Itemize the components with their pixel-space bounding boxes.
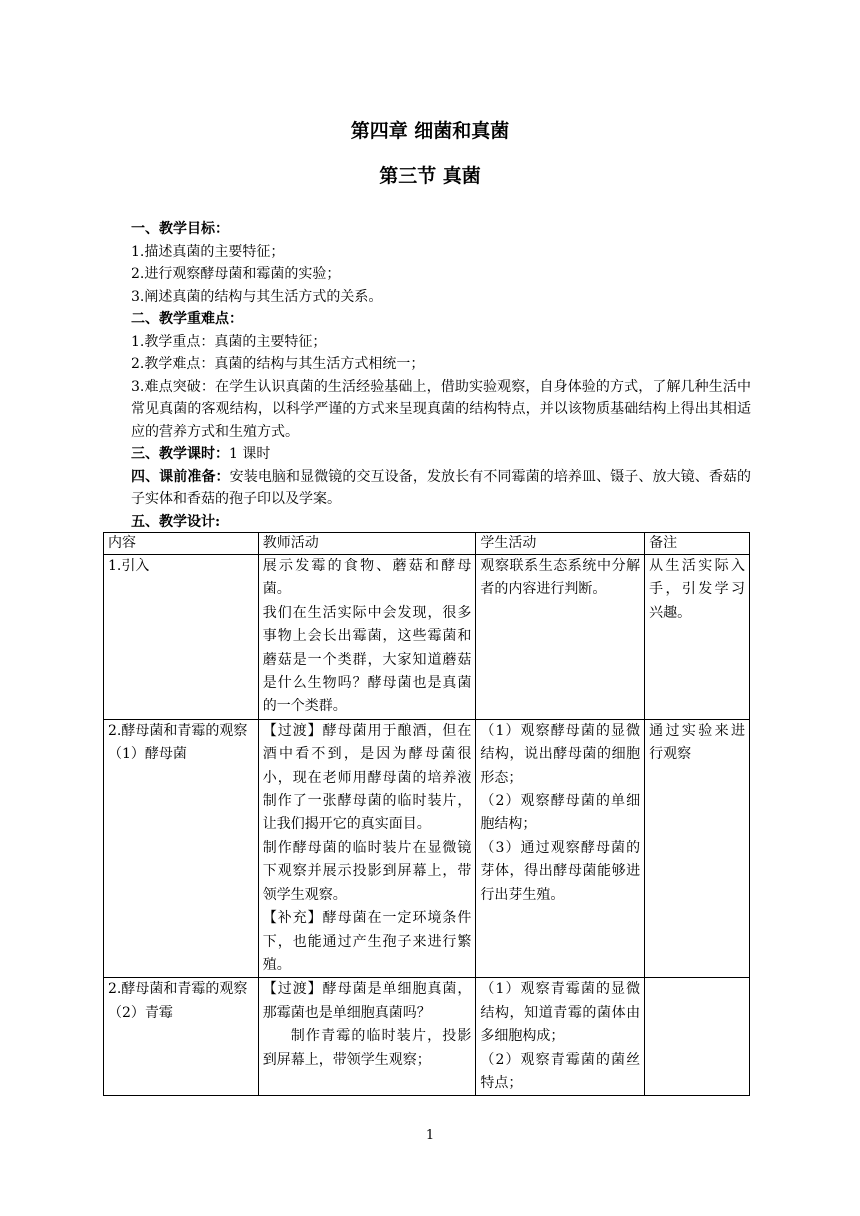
teacher-paragraph: 【过渡】酵母菌用于酿酒，但在酒中看不到，是因为酵母菌很小，现在老师用酵母菌的培养液制作了一张酵母菌的临时装片，让我们揭开它的真实面目。 [262,722,472,833]
section-title: 第三节 真菌 [379,165,481,187]
row-student-activity: 观察联系生态系统中分解者的内容进行判断。 [476,555,645,720]
row-teacher-activity [258,978,476,1096]
objective-item: 1.描述真菌的主要特征； [131,243,285,260]
key-point-item: 2.教学难点：真菌的结构与其生活方式相统一； [131,356,425,372]
content-line: 2.酵母菌和青霉的观察 [108,722,248,739]
student-paragraph: （2）观察酵母菌的单细胞结构； [480,793,641,833]
header-content: 内容 [104,533,259,555]
teacher-paragraph: 制作酵母菌的临时装片在显微镜下观察并展示投影到屏幕上，带领学生观察。 [262,839,472,903]
row-content [104,719,259,977]
row-student-activity [476,978,645,1096]
chapter-title: 第四章 细菌和真菌 [350,120,510,142]
content-line: （2）青霉 [108,1004,173,1021]
table-row [104,978,750,1096]
student-paragraph: （1）观察酵母菌的显微结构，说出酵母菌的细胞形态； [480,722,641,786]
class-hours-value: 1 课时 [229,446,271,462]
student-paragraph: （2）观察青霉菌的菌丝特点； [480,1051,641,1091]
row-content: 1.引入 [104,555,259,720]
row-note: 从生活实际入手，引发学习兴趣。 [645,555,750,720]
row-teacher-activity [258,555,476,720]
key-point-item: 3.难点突破：在学生认识真菌的生活经验基础上，借助实验观察，自身体验的方式，了解几种生活中常见真菌的客观结构，以科学严谨的方式来呈现真菌的结构特点，并以该物质基础结构上得出其相适应的营养方式和生殖方式。 [131,378,751,440]
objective-item: 2.进行观察酵母菌和霉菌的实验； [131,266,341,282]
student-paragraph: （3）通过观察酵母菌的芽体，得出酵母菌能够进行出芽生殖。 [480,839,641,903]
class-hours-line [131,443,751,466]
key-points-heading: 二、教学重难点： [131,311,243,327]
table-row [104,555,750,720]
header-note: 备注 [645,533,750,555]
row-student-activity [476,719,645,977]
key-point-item: 1.教学重点：真菌的主要特征； [131,333,327,350]
preparation-value: 安装电脑和显微镜的交互设备，发放长有不同霉菌的培养皿、镊子、放大镜、香菇的子实体和香菇的孢子印以及学案。 [131,468,752,507]
header-teacher: 教师活动 [258,533,476,555]
teaching-design-table [103,532,750,1096]
teacher-paragraph: 【过渡】酵母菌是单细胞真菌，那霉菌也是单细胞真菌吗？ [262,981,472,1021]
header-student: 学生活动 [476,533,645,555]
class-hours-heading: 三、教学课时： [131,446,229,462]
teacher-paragraph: 【补充】酵母菌在一定环境条件下，也能通过产生孢子来进行繁殖。 [262,910,472,973]
objective-item: 3.阐述真菌的结构与其生活方式的关系。 [131,288,383,305]
lesson-intro [131,218,751,533]
student-paragraph: （1）观察青霉菌的显微结构，知道青霉的菌体由多细胞构成； [480,981,641,1045]
design-heading: 五、教学设计: [131,513,221,530]
table-header-row [104,533,750,555]
teacher-paragraph: 制作青霉的临时装片，投影到屏幕上，带领学生观察； [262,1028,472,1068]
teacher-paragraph: 展示发霉的食物、蘑菇和酵母菌。 [262,558,472,598]
row-note: 通过实验来进行观察 [645,719,750,977]
content-line: 2.酵母菌和青霉的观察 [108,981,248,998]
row-teacher-activity [258,719,476,977]
row-note [645,978,750,1096]
row-content [104,978,259,1096]
teacher-paragraph: 我们在生活实际中会发现，很多事物上会长出霉菌，这些霉菌和蘑菇是一个类群，大家知道蘑菇是什么生物吗？酵母菌也是真菌的一个类群。 [262,604,472,715]
preparation-line [131,466,751,511]
content-line: （1）酵母菌 [108,746,187,763]
table-row [104,719,750,977]
preparation-heading: 四、课前准备： [131,468,230,485]
page-number: 1 [425,1128,435,1143]
objectives-heading: 一、教学目标： [131,221,229,237]
